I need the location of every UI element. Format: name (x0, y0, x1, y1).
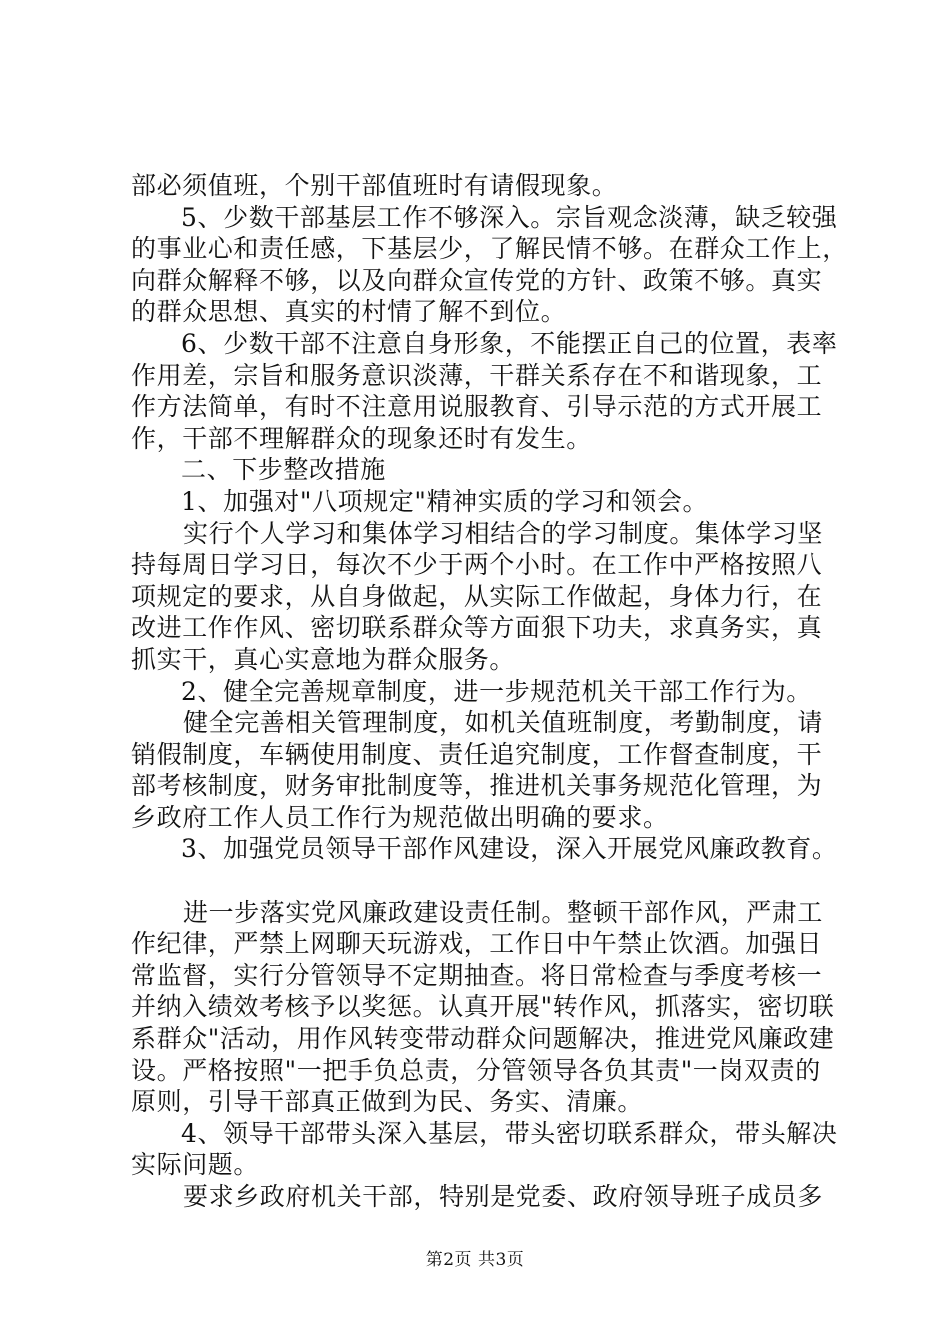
text-line: 抓实干，真心实意地为群众服务。 (131, 644, 516, 674)
text-line: 作方法简单，有时不注意用说服教育、引导示范的方式开展工 (131, 392, 823, 422)
text-line: 的群众思想、真实的村情了解不到位。 (131, 297, 567, 327)
text-line: 部必须值班，个别干部值班时有请假现象。 (131, 171, 618, 200)
text-line: 改进工作作风、密切联系群众等方面狠下功夫，求真务实，真 (131, 613, 823, 643)
section-heading: 二、下步整改措施 (181, 455, 386, 485)
list-item-6: 6、少数干部不注意自身形象，不能摆正自己的位置，表率 (181, 328, 838, 358)
list-item-5: 5、少数干部基层工作不够深入。宗旨观念淡薄，缺乏较强 (181, 202, 838, 232)
paragraph-start: 要求乡政府机关干部，特别是党委、政府领导班子成员多 (183, 1182, 824, 1211)
text-line: 向群众解释不够，以及向群众宣传党的方针、政策不够。真实 (131, 265, 823, 295)
text-line: 乡政府工作人员工作行为规范做出明确的要求。 (131, 802, 669, 832)
text-line: 系群众"活动，用作风转变带动群众问题解决，推进党风廉政建 (131, 1024, 835, 1054)
sub-heading-1: 1、加强对"八项规定"精神实质的学习和领会。 (181, 486, 709, 516)
text-line: 常监督，实行分管领导不定期抽查。将日常检查与季度考核一 (131, 960, 823, 990)
sub-heading-3: 3、加强党员领导干部作风建设，深入开展党风廉政教育。 (181, 834, 838, 864)
text-line: 设。严格按照"一把手负总责，分管领导各负其责"一岗双责的 (131, 1055, 821, 1085)
paragraph-start: 健全完善相关管理制度，如机关值班制度，考勤制度，请 (183, 708, 824, 738)
paragraph-start: 实行个人学习和集体学习相结合的学习制度。集体学习坚 (183, 518, 824, 548)
text-line: 销假制度，车辆使用制度、责任追究制度，工作督查制度，干 (131, 739, 823, 769)
text-line: 作用差，宗旨和服务意识淡薄，干群关系存在不和谐现象，工 (131, 360, 823, 390)
page-footer (0, 1245, 950, 1270)
text-line: 项规定的要求，从自身做起，从实际工作做起，身体力行，在 (131, 581, 823, 611)
text-line: 作，干部不理解群众的现象还时有发生。 (131, 423, 592, 453)
text-line: 的事业心和责任感，下基层少，了解民情不够。在群众工作上， (131, 234, 848, 264)
sub-heading-2: 2、健全完善规章制度，进一步规范机关干部工作行为。 (181, 676, 812, 706)
text-line: 并纳入绩效考核予以奖惩。认真开展"转作风，抓落实，密切联 (131, 992, 835, 1022)
text-line: 部考核制度，财务审批制度等，推进机关事务规范化管理，为 (131, 771, 823, 801)
blank-line (131, 865, 831, 897)
sub-heading-4: 4、领导干部带头深入基层，带头密切联系群众，带头解决 (181, 1118, 838, 1148)
text-line: 原则，引导干部真正做到为民、务实、清廉。 (131, 1087, 644, 1117)
text-line: 持每周日学习日，每次不少于两个小时。在工作中严格按照八 (131, 550, 823, 580)
paragraph-start: 进一步落实党风廉政建设责任制。整顿干部作风，严肃工 (183, 897, 824, 927)
page-number-label: 第2页 共3页 (425, 1250, 525, 1270)
document-body (131, 170, 848, 1213)
text-line: 实际问题。 (131, 1150, 260, 1180)
text-line: 作纪律，严禁上网聊天玩游戏，工作日中午禁止饮酒。加强日 (131, 929, 823, 959)
